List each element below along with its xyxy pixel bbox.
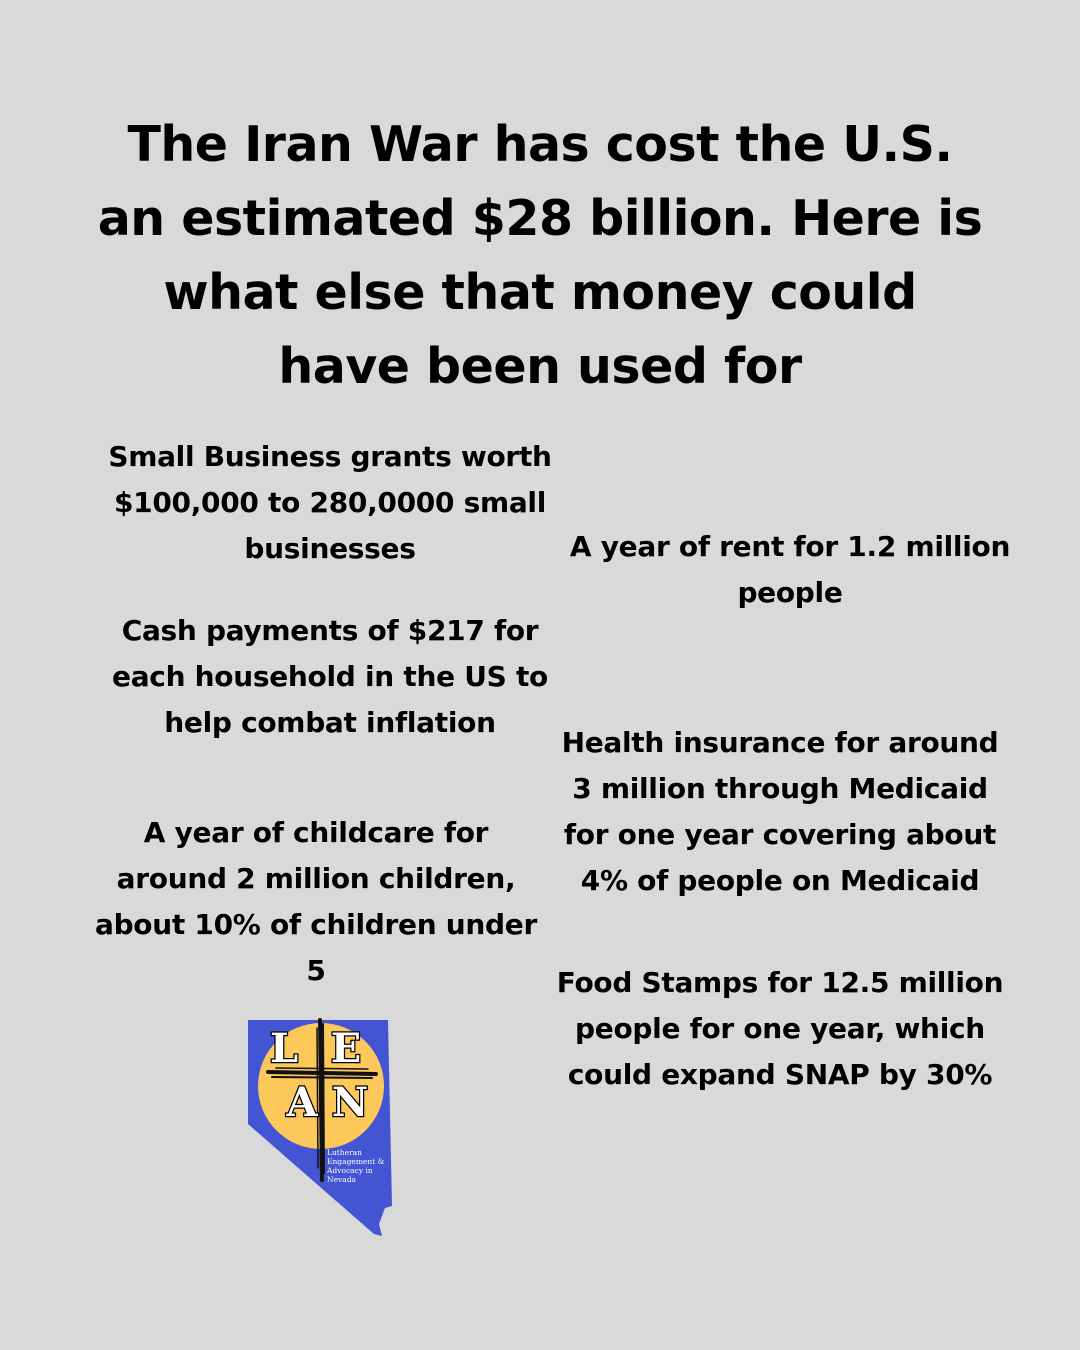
item-food-stamps: Food Stamps for 12.5 million people for one year, which could expand SNAP by 30% <box>556 966 1004 1091</box>
logo-letter-n: N <box>331 1079 369 1126</box>
item-health-insurance: Health insurance for around 3 million through Medicaid for one year covering about 4% of people on Medicaid <box>561 726 999 897</box>
logo-letter-l: L <box>269 1025 299 1072</box>
lean-logo <box>246 1018 396 1238</box>
logo-subtitle-line: Advocacy in <box>327 1166 373 1175</box>
item-childcare: A year of childcare for around 2 million children, about 10% of children under 5 <box>94 816 538 987</box>
logo-letter-e: E <box>330 1025 362 1072</box>
headline: The Iran War has cost the U.S. an estimated $28 billion. Here is what else that money could have been used for <box>97 116 983 395</box>
logo-subtitle-line: Engagement & <box>327 1157 385 1166</box>
item-rent: A year of rent for 1.2 million people <box>569 530 1011 609</box>
item-small-business-grants: Small Business grants worth $100,000 to 280,0000 small businesses <box>108 440 552 565</box>
logo-letter-a: A <box>286 1079 318 1126</box>
logo-subtitle-line: Lutheran <box>327 1148 362 1157</box>
logo-subtitle-line: Nevada <box>327 1175 356 1184</box>
item-cash-payments: Cash payments of $217 for each household in the US to help combat inflation <box>112 614 548 739</box>
